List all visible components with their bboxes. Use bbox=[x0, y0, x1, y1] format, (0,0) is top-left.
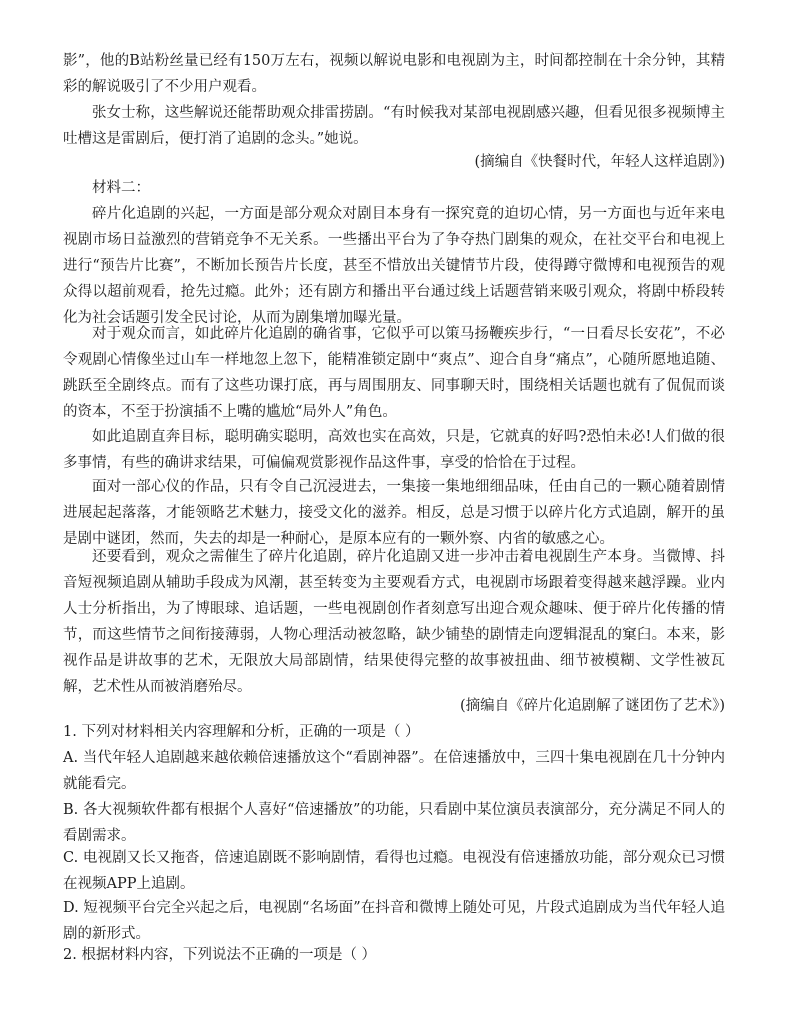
source-citation-2: (摘编自《碎片化追剧解了谜团伤了艺术》) bbox=[459, 698, 725, 714]
paragraph-fragmented-rise: 碎片化追剧的兴起，一方面是部分观众对剧目本身有一探究竟的迫切心情，另一方面也与近年来电视剧市场日益激烈的营销竞争不无关系。一些播出平台为了争夺热门剧集的观众，在社交平台和电视上进行“预告片比赛”，不断加长预告片长度，甚至不惜放出关键情节片段，使得蹲守微博和电视预告的观众得以超前观看，抢先过瘾。此外；还有剧方和播出平台通过线上话题营销来吸引观众，将剧中桥段转化为社会话题引发全民讨论，从而为剧集增加曝光量。 bbox=[63, 206, 725, 326]
paragraph-immersion: 面对一部心仪的作品，只有令自己沉浸进去，一集接一集地细细品味，任由自己的一颗心随着剧情进展起起落落，才能领略艺术魅力，接受文化的滋养。相反，总是习惯于以碎片化方式追剧，解开的虽是剧中谜团，然而，失去的却是一种耐心，是原本应有的一颗外察、内省的敏感之心。 bbox=[63, 479, 725, 547]
paragraph-ms-zhang: 张女士称，这些解说还能帮助观众排雷捞剧。“有时候我对某部电视剧感兴趣，但看见很多视频博主吐槽这是雷剧后，便打消了追剧的念头。”她说。 bbox=[63, 105, 725, 147]
option-1a: A. 当代年轻人追剧越来越依赖倍速播放这个“看剧神器”。在倍速播放中，三四十集电视剧在几十分钟内就能看完。 bbox=[63, 750, 725, 792]
question-2: 2. 根据材料内容，下列说法不正确的一项是（ ） bbox=[63, 947, 377, 963]
option-1c: C. 电视剧又长又拖沓，倍速追剧既不影响剧情，看得也过瘾。电视没有倍速播放功能，部分观众已习惯在视频APP上追剧。 bbox=[63, 850, 725, 892]
option-1d: D. 短视频平台完全兴起之后，电视剧“名场面”在抖音和微博上随处可见，片段式追剧成为当代年轻人追剧的新形式。 bbox=[63, 900, 725, 942]
option-1b: B. 各大视频软件都有根据个人喜好“倍速播放”的功能，只看剧中某位演员表演部分，充分满足不同人的看剧需求。 bbox=[63, 802, 725, 844]
paragraph-is-it-good: 如此追剧直奔目标，聪明确实聪明，高效也实在高效，只是，它就真的好吗?恐怕未必!人们做的很多事情，有些的确讲求结果，可偏偏观赏影视作品这件事，享受的恰恰在于过程。 bbox=[63, 429, 725, 471]
paragraph-production-impact: 还要看到，观众之需催生了碎片化追剧，碎片化追剧又进一步冲击着电视剧生产本身。当微博、抖音短视频追剧从辅助手段成为风潮，甚至转变为主要观看方式，电视剧市场跟着变得越来越浮躁。业内人士分析指出，为了博眼球、追话题，一些电视剧创作者刻意写出迎合观众趣味、便于碎片化传播的情节，而这些情节之间衔接薄弱，人物心理活动被忽略，缺少铺垫的剧情走向逻辑混乱的窠臼。本来，影视作品是讲故事的艺术，无限放大局部剧情，结果使得完整的故事被扭曲、细节被模糊、文学性被瓦解，艺术性从而被消磨殆尽。 bbox=[63, 549, 725, 695]
question-1: 1. 下列对材料相关内容理解和分析，正确的一项是（ ） bbox=[63, 724, 420, 740]
paragraph-continued: 影”，他的B站粉丝量已经有150万左右，视频以解说电影和电视剧为主，时间都控制在十余分钟，其精彩的解说吸引了不少用户观看。 bbox=[63, 53, 725, 95]
source-citation-1: (摘编自《快餐时代，年轻人这样追剧》) bbox=[474, 154, 725, 170]
paragraph-audience-view: 对于观众而言，如此碎片化追剧的确省事，它似乎可以策马扬鞭疾步行，“一日看尽长安花”，不必令观剧心情像坐过山车一样地忽上忽下，能精准锁定剧中“爽点”、迎合自身“痛点”，心随所愿地追随、跳跃至全剧终点。而有了这些功课打底，再与周围朋友、同事聊天时，围绕相关话题也就有了侃侃而谈的资本，不至于扮演插不上嘴的尴尬“局外人”角色。 bbox=[63, 326, 725, 420]
material-two-heading: 材料二： bbox=[92, 180, 150, 196]
